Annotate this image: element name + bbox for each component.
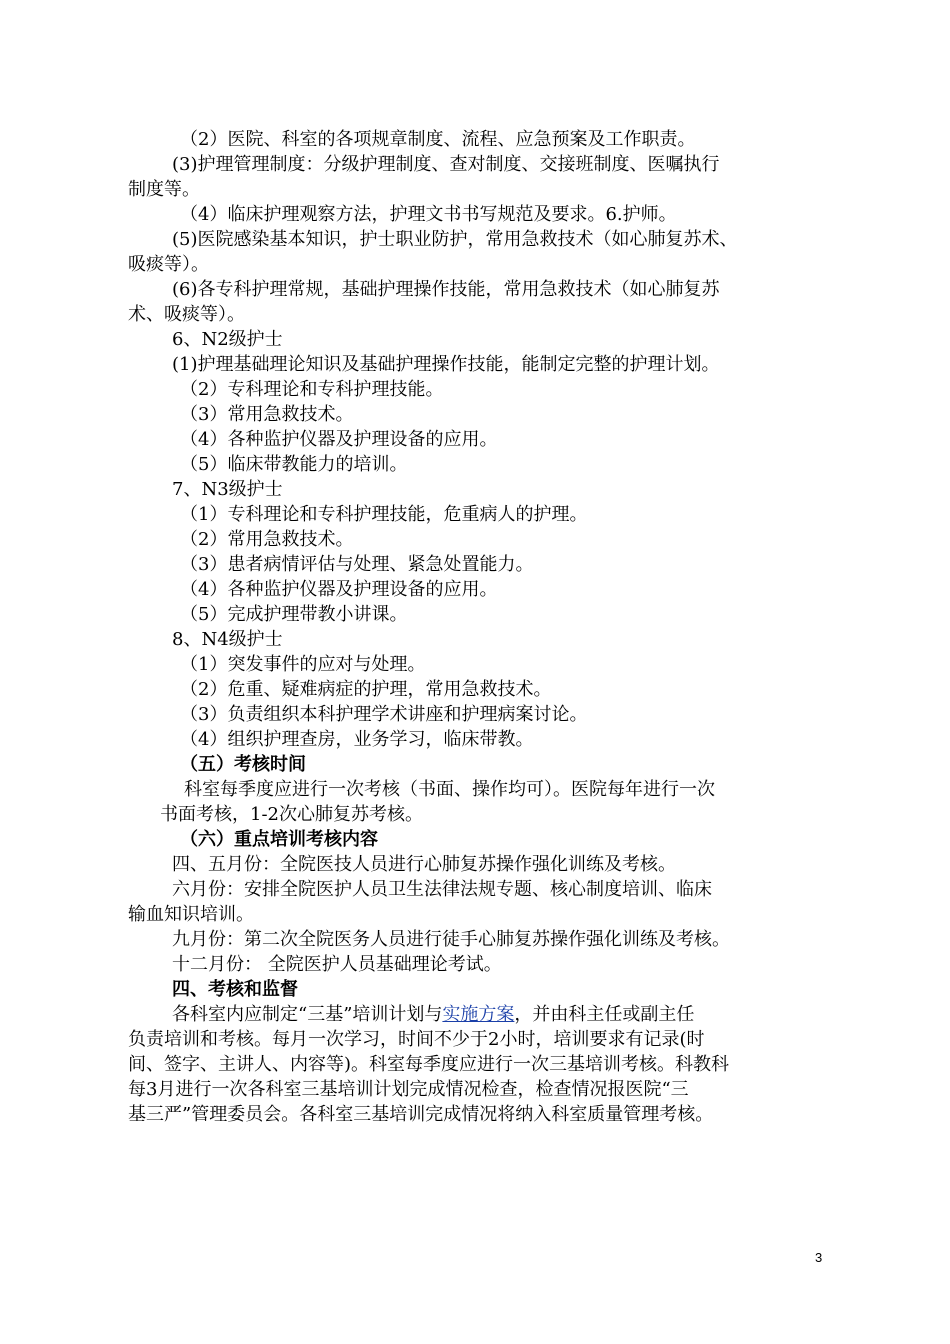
text-span: 各科室内应制定“三基”培训计划与 — [172, 1004, 443, 1025]
text-line: 吸痰等）。 — [128, 254, 209, 275]
text-line: 输血知识培训。 — [128, 904, 254, 925]
paragraph-line: 基三严”管理委员会。各科室三基培训完成情况将纳入科室质量管理考核。 — [128, 1104, 714, 1125]
text-line: （4）各种监护仪器及护理设备的应用。 — [180, 579, 498, 600]
section-heading: （六）重点培训考核内容 — [180, 829, 378, 850]
text-line: 九月份：第二次全院医务人员进行徒手心肺复苏操作强化训练及考核。 — [172, 929, 730, 950]
section-heading: 7、N3级护士 — [172, 479, 283, 500]
text-line: （4）各种监护仪器及护理设备的应用。 — [180, 429, 498, 450]
text-line: 科室每季度应进行一次考核（书面、操作均可）。医院每年进行一次 — [184, 779, 715, 800]
text-line: 四、五月份：全院医技人员进行心肺复苏操作强化训练及考核。 — [172, 854, 676, 875]
paragraph-line: 间、签字、主讲人、内容等)。科室每季度应进行一次三基培训考核。科教科 — [128, 1054, 730, 1075]
paragraph-line — [172, 1003, 694, 1027]
text-line: (1)护理基础理论知识及基础护理操作技能，能制定完整的护理计划。 — [172, 354, 720, 375]
text-line: （1）专科理论和专科护理技能，危重病人的护理。 — [180, 504, 588, 525]
text-line: （3）负责组织本科护理学术讲座和护理病案讨论。 — [180, 704, 588, 725]
text-line: 书面考核，1-2次心肺复苏考核。 — [160, 804, 423, 825]
text-line: 十二月份： 全院医护人员基础理论考试。 — [172, 954, 502, 975]
text-line: （2）常用急救技术。 — [180, 529, 354, 550]
text-line: （4）组织护理查房，业务学习，临床带教。 — [180, 729, 534, 750]
text-line: （1）突发事件的应对与处理。 — [180, 654, 426, 675]
text-line: （3）常用急救技术。 — [180, 404, 354, 425]
page-number: 3 — [815, 1250, 823, 1265]
paragraph-line: 负责培训和考核。每月一次学习，时间不少于2小时，培训要求有记录(时 — [128, 1029, 705, 1050]
section-heading: 8、N4级护士 — [172, 629, 283, 650]
text-line: (5)医院感染基本知识，护士职业防护，常用急救技术（如心肺复苏术、 — [172, 229, 738, 250]
text-line: 六月份：安排全院医护人员卫生法律法规专题、核心制度培训、临床 — [172, 879, 712, 900]
text-line: (6)各专科护理常规，基础护理操作技能，常用急救技术（如心肺复苏 — [172, 279, 720, 300]
text-span: ，并由科主任或副主任 — [514, 1004, 695, 1025]
text-line: （5）临床带教能力的培训。 — [180, 454, 408, 475]
text-line: （5）完成护理带教小讲课。 — [180, 604, 408, 625]
text-line: （2）危重、疑难病症的护理，常用急救技术。 — [180, 679, 552, 700]
text-line: （2）专科理论和专科护理技能。 — [180, 379, 444, 400]
paragraph-line: 每3月进行一次各科室三基培训计划完成情况检查，检查情况报医院“三 — [128, 1079, 689, 1100]
text-line: 制度等。 — [128, 179, 200, 200]
text-line: 术、吸痰等）。 — [128, 304, 245, 325]
text-line: （2）医院、科室的各项规章制度、流程、应急预案及工作职责。 — [180, 129, 696, 150]
implementation-plan-link[interactable]: 实施方案 — [442, 1004, 515, 1025]
text-line: （4）临床护理观察方法，护理文书书写规范及要求。6.护师。 — [180, 204, 677, 225]
section-heading: （五）考核时间 — [180, 754, 306, 775]
section-heading: 6、N2级护士 — [172, 329, 283, 350]
text-line: (3)护理管理制度：分级护理制度、查对制度、交接班制度、医嘱执行 — [172, 154, 720, 175]
text-line: （3）患者病情评估与处理、紧急处置能力。 — [180, 554, 534, 575]
section-heading: 四、考核和监督 — [172, 979, 298, 1000]
